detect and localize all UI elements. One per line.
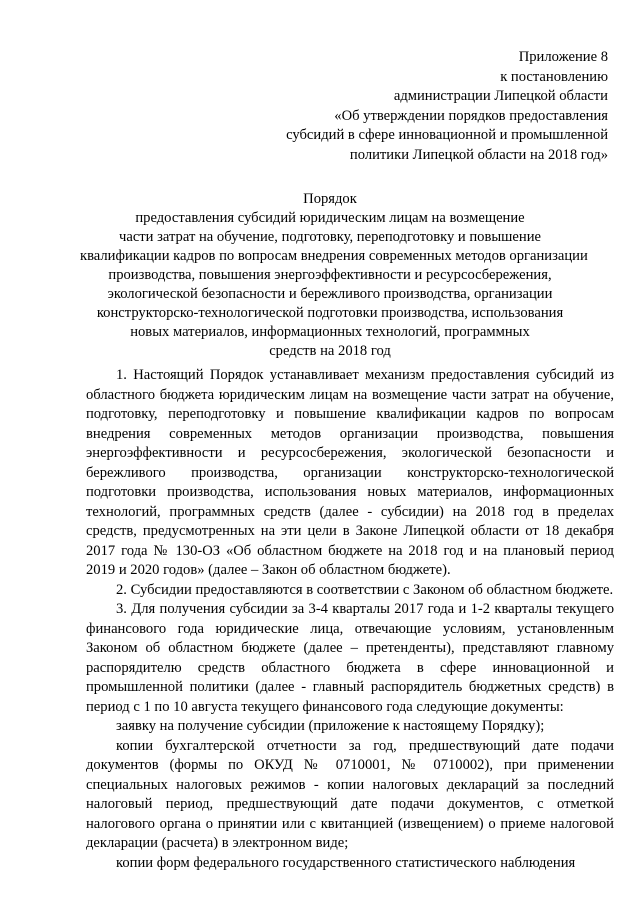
- list-item-accounting-copies: копии бухгалтерской отчетности за год, предшествующий дате подачи документов (формы по ОКУД № 0710001, № 0710002), при применении специальных налоговых режимов - копии налоговых деклараций за последний налоговый период, предшествующий дате подачи документов, с отметкой налогового органа о принятии или с квитанцией (извещением) о приеме налоговой декларации (расчета) в электронном виде;: [86, 737, 614, 851]
- title-line: части затрат на обучение, подготовку, переподготовку и повышение: [119, 229, 541, 245]
- title-line: экологической безопасности и бережливого производства, организации: [107, 286, 553, 302]
- title-heading: Порядок: [303, 191, 357, 207]
- document-title: [80, 190, 588, 361]
- appendix-line: субсидий в сфере инновационной и промышленной: [286, 127, 608, 144]
- paragraph-1: 1. Настоящий Порядок устанавливает механизм предоставления субсидий из областного бюджета юридическим лицам на возмещение части затрат на обучение, подготовку, переподготовку и повышение квалификации кадров по вопросам внедрения современных методов организации производства, повышения энергоэффективности и ресурсосбережения, экологической безопасности и бережливого производства, организации конструкторско-технологической подготовки производства, использования новых материалов, информационных технологий, программных средств (далее - субсидии) на 2018 год в пределах средств, предусмотренных на эти цели в Законе Липецкой области от 18 декабря 2017 года № 130-ОЗ «Об областном бюджете на 2018 год и на плановый период 2019 и 2020 годов» (далее – Закон об областном бюджете).: [86, 367, 614, 578]
- title-line: предоставления субсидий юридическим лицам на возмещение: [135, 210, 525, 226]
- document-body: [86, 366, 614, 873]
- title-line: конструкторско-технологической подготовки производства, использования: [96, 305, 564, 321]
- appendix-line: к постановлению: [500, 68, 608, 85]
- appendix-line: «Об утверждении порядков предоставления: [334, 107, 608, 124]
- title-line: новых материалов, информационных технологий, программных: [130, 324, 530, 340]
- title-line: производства, повышения энергоэффективности и ресурсосбережения,: [108, 267, 552, 283]
- appendix-header: [188, 48, 608, 166]
- paragraph-2: 2. Субсидии предоставляются в соответствии с Законом об областном бюджете.: [116, 581, 614, 598]
- title-line: средств на 2018 год: [269, 343, 391, 359]
- list-item-statistics-forms: копии форм федерального государственного статистического наблюдения: [116, 854, 576, 871]
- appendix-line: политики Липецкой области на 2018 год»: [349, 146, 608, 163]
- appendix-line: администрации Липецкой области: [393, 88, 608, 105]
- paragraph-3: 3. Для получения субсидии за 3-4 кварталы 2017 года и 1-2 кварталы текущего финансового года юридические лица, отвечающие условиям, установленным Законом об областном бюджете (далее – претенденты), представляют главному распорядителю средств областного бюджета в сфере инновационной и промышленной политики (далее - главный распорядитель бюджетных средств) в период с 1 по 10 августа текущего финансового года следующие документы:: [86, 601, 614, 715]
- appendix-line: Приложение 8: [518, 49, 608, 65]
- list-item-application: заявку на получение субсидии (приложение к настоящему Порядку);: [116, 718, 545, 734]
- title-line: квалификации кадров по вопросам внедрения современных методов организации: [80, 248, 588, 264]
